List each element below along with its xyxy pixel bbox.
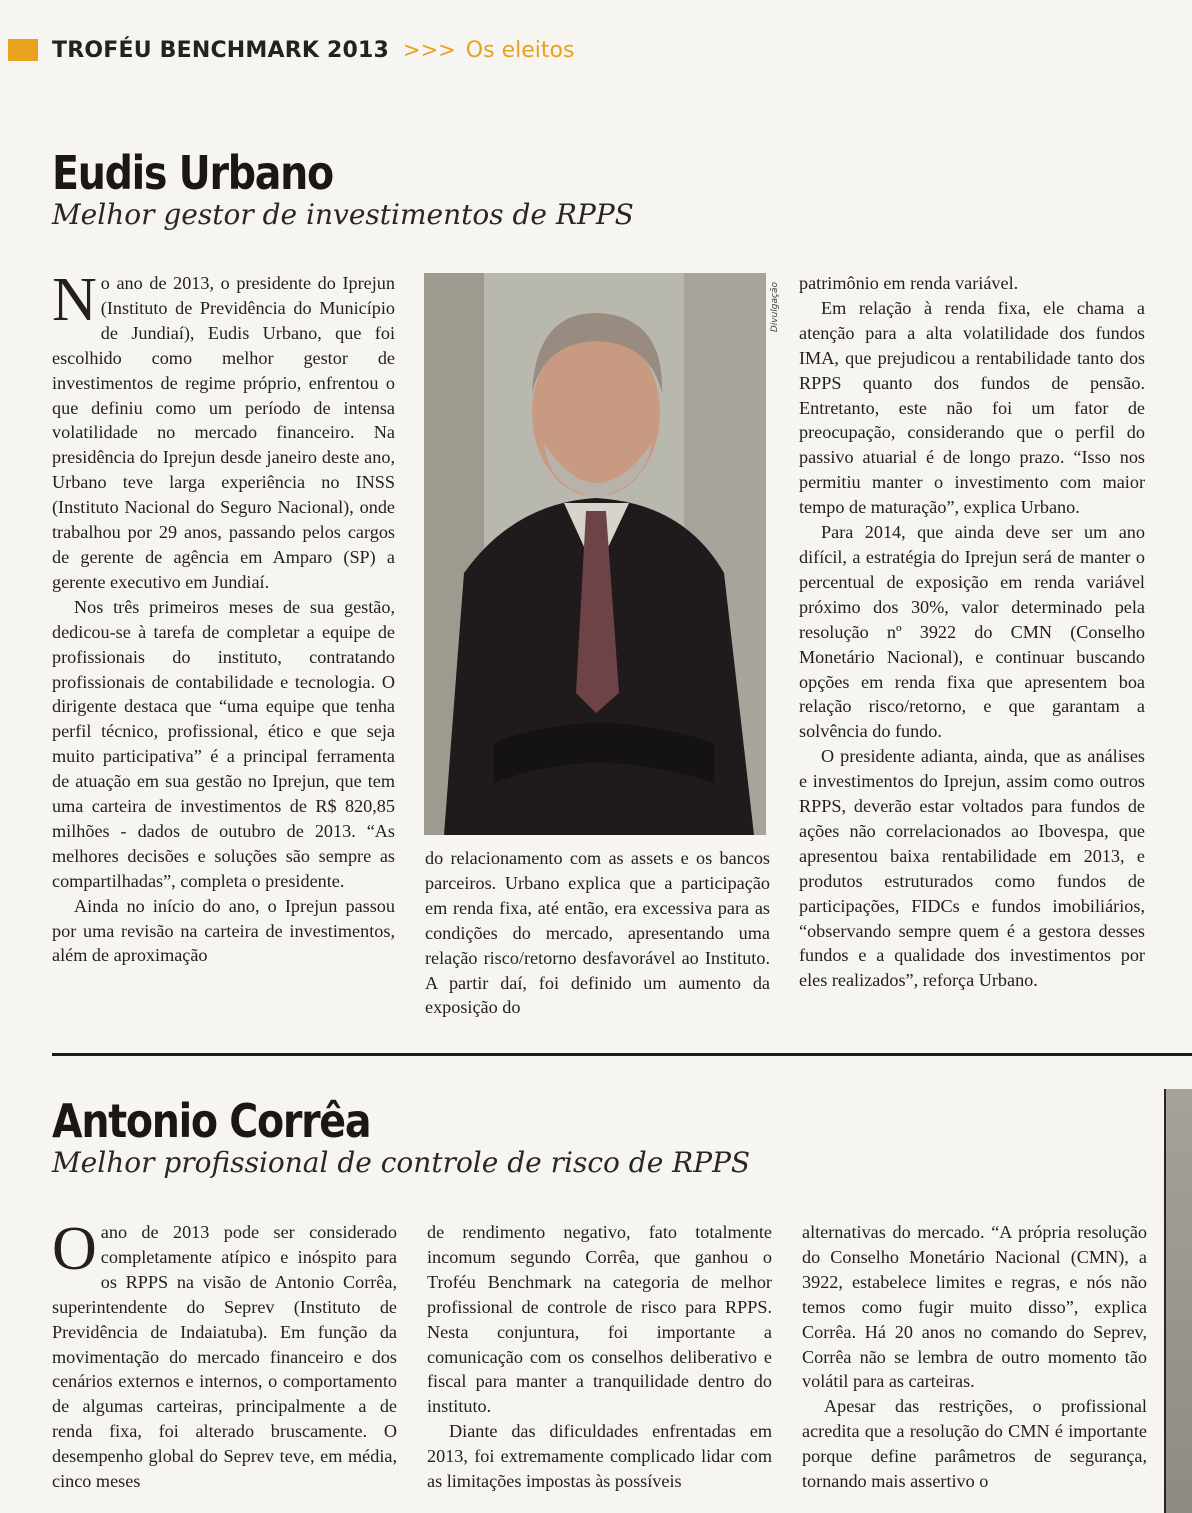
- article1-col3-paragraph-1: patrimônio em renda variável.: [799, 273, 1019, 293]
- article1-col1-paragraph-2: Nos três primeiros meses de sua gestão, dedicou-se à tarefa de completar a equipe de profissionais do instituto, contratando profissionais de contabilidade e tecnologia. O dirigente destaca que “uma equipe que tenha perfil técnico, profissional, ético e que seja muito participativa” é a principal ferramenta de atuação em sua gestão no Iprejun, que tem uma carteira de investimentos de R$ 820,85 milhões - dados de outubro de 2013. “As melhores decisões e soluções são sempre as compartilhadas”, completa o presidente.: [52, 596, 395, 891]
- article1-col3-paragraph-4: O presidente adianta, ainda, que as análises e investimentos do Iprejun, assim como outros RPPS, deverão estar voltados para fundos de ações não correlacionados ao Ibovespa, que apresentou baixa rentabilidade em 2013, e produtos estruturados como fundos de participações, FIDCs e fundos imobiliários, “observando sempre quem é a gestora desses fundos e a qualidade dos investimentos por eles realizados”, reforça Urbano.: [799, 746, 1145, 991]
- article2-award: Melhor profissional de controle de risco de RPPS: [52, 1146, 751, 1179]
- article1-column-3: [799, 271, 1145, 993]
- article2-column-1: [52, 1215, 397, 1494]
- article1-col3-paragraph-3: Para 2014, que ainda deve ser um ano difícil, a estratégia do Iprejun será de manter o percentual de exposição em renda variável próximo dos 30%, valor determinado pela resolução nº 3922 do CMN (Conselho Monetário Nacional), e continuar buscando opções em renda fixa que apresentem boa relação risco/retorno, e que garantam a solvência do fundo.: [799, 522, 1145, 742]
- article2-column-2: [427, 1220, 772, 1494]
- article1-name: Eudis Urbano: [52, 146, 333, 200]
- photo-credit: Divulgação: [770, 282, 780, 333]
- dropcap: N: [52, 266, 97, 334]
- article1-award: Melhor gestor de investimentos de RPPS: [52, 198, 634, 231]
- portrait-photo-eudis-urbano: [424, 273, 766, 835]
- article-divider: [52, 1053, 1192, 1056]
- header-title: TROFÉU BENCHMARK 2013: [52, 37, 389, 63]
- portrait-photo-antonio-correa-partial: [1164, 1089, 1192, 1513]
- article1-col2-paragraph-1: do relacionamento com as assets e os bancos parceiros. Urbano explica que a participação em renda fixa, até então, era excessiva para as condições do mercado, apresentando uma relação risco/retorno desfavorável ao Instituto. A partir daí, foi definido um aumento da exposição do: [425, 848, 770, 1018]
- article2-col3-paragraph-1: alternativas do mercado. “A própria resolução do Conselho Monetário Nacional (CMN), a 3922, estabelece limites e regras, e nós não temos como fugir muito disso”, explica Corrêa. Há 20 anos no comando do Seprev, Corrêa não se lembra de outro momento tão volátil para as carteiras.: [802, 1222, 1147, 1392]
- header-arrows: >>>: [403, 38, 456, 62]
- article1-col1-paragraph-1: No ano de 2013, o presidente do Iprejun (Instituto de Previdência do Município de Jundiaí), Eudis Urbano, que foi escolhido como melhor gestor de investimentos de regime próprio, enfrentou o que definiu como um período de intensa volatilidade no mercado financeiro. Na presidência do Iprejun desde janeiro deste ano, Urbano teve larga experiência no INSS (Instituto Nacional do Seguro Nacional), onde trabalhou por 29 anos, passando pelos cargos de gerente de agência em Amparo (SP) a gerente executivo em Jundiaí.: [52, 266, 395, 592]
- article2-col2-paragraph-1: de rendimento negativo, fato totalmente incomum segundo Corrêa, que ganhou o Troféu Benchmark na categoria de melhor profissional de controle de risco para RPPS. Nesta conjuntura, foi importante a comunicação com os conselhos deliberativo e fiscal para manter a tranquilidade dentro do instituto.: [427, 1222, 772, 1417]
- header-accent-square: [8, 39, 38, 61]
- section-header: [8, 34, 574, 66]
- article1-col3-paragraph-2: Em relação à renda fixa, ele chama a atenção para a alta volatilidade dos fundos IMA, que prejudicou a rentabilidade tanto dos RPPS quanto dos fundos de pensão. Entretanto, este não foi um fator de preocupação, considerando que o perfil do passivo atuarial é de longo prazo. “Isso nos permitiu manter o investimento com maior tempo de maturação”, explica Urbano.: [799, 297, 1145, 518]
- article1-col1-paragraph-3: Ainda no início do ano, o Iprejun passou por uma revisão na carteira de investimentos, além de aproximação: [52, 895, 395, 966]
- dropcap: O: [52, 1215, 97, 1283]
- article2-col2-paragraph-2: Diante das dificuldades enfrentadas em 2013, foi extremamente complicado lidar com as limitações impostas às possíveis: [427, 1421, 772, 1492]
- article2-column-3: [802, 1220, 1147, 1494]
- article2-name: Antonio Corrêa: [52, 1094, 371, 1148]
- article2-col1-paragraph-1: Oano de 2013 pode ser considerado completamente atípico e inóspito para os RPPS na visão de Antonio Corrêa, superintendente do Seprev (Instituto de Previdência de Indaiatuba). Em função da movimentação do mercado financeiro e dos cenários externos e internos, o comportamento de algumas carteiras, principalmente a de renda fixa, foi alterado bruscamente. O desempenho global do Seprev teve, em média, cinco meses: [52, 1215, 397, 1492]
- article1-column-1: [52, 266, 395, 968]
- header-section-name: Os eleitos: [465, 37, 575, 63]
- portrait-illustration: [424, 273, 766, 835]
- article1-column-2: [425, 846, 770, 1020]
- article2-col3-paragraph-2: Apesar das restrições, o profissional acredita que a resolução do CMN é importante porque define parâmetros de segurança, tornando mais assertivo o: [802, 1396, 1147, 1492]
